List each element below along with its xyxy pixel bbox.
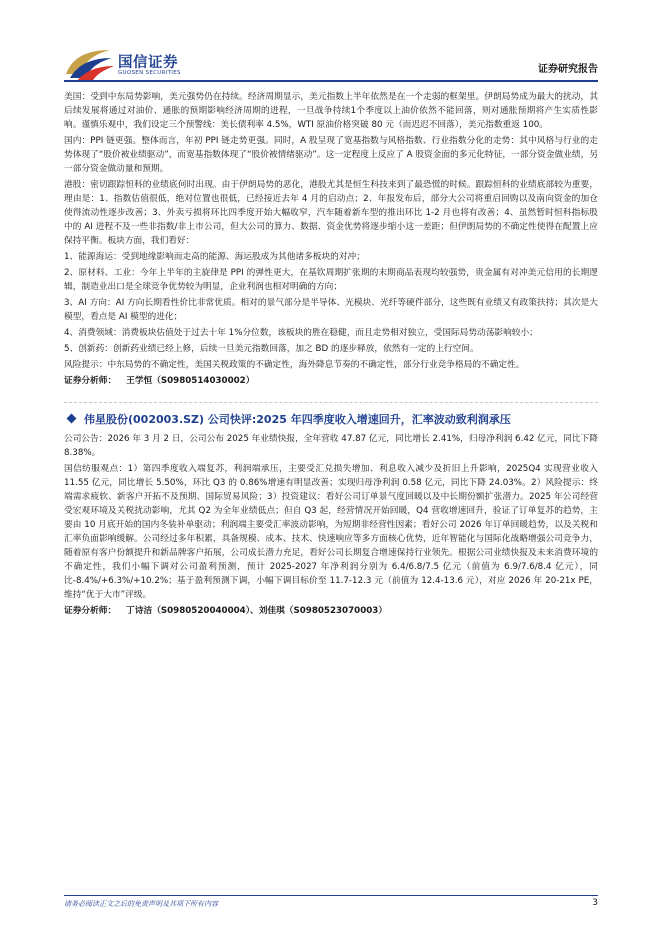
report-body (64, 90, 598, 620)
section-title-text: 伟星股份(002003.SZ) 公司快评:2025 年四季度收入增速回升，汇率波动致利润承压 (84, 413, 511, 426)
paragraph: 公司公告：2026 年 3 月 2 日，公司公布 2025 年业绩快报，全年营收 47.87 亿元，同比增长 2.41%，归母净利润 6.42 亿元，同比下降 8.38%。 (64, 434, 598, 458)
footer-rule (64, 895, 598, 896)
analyst-line (64, 374, 598, 388)
page-header (0, 0, 662, 92)
analyst-names: 丁诗洁（S0980520040004）、刘佳琪（S0980523070003） (126, 606, 388, 616)
logo-subtext: GUOSEN SECURITIES (118, 70, 181, 76)
paragraph: 1、能源海运：受到地缘影响而走高的能源、海运股成为其他诸多板块的对冲； (64, 252, 365, 262)
report-type-label: 证券研究报告 (538, 64, 598, 75)
market-outlook-section (64, 90, 598, 388)
paragraph: 3、AI 方向：AI 方向长期看性价比非常优质。相对的景气部分是半导体、光模块、光纤等硬件部分，这些既有业绩又有政策扶持；其次是大模型，看点是 AI 模型的进化； (64, 298, 598, 322)
analyst-label: 证券分析师： (64, 376, 117, 386)
analyst-label: 证券分析师： (64, 606, 117, 616)
company-review-section (64, 413, 598, 618)
section-title (64, 413, 598, 427)
paragraph: 2、原材料、工业：今年上半年的主旋律是 PPI 的弹性更大，在基钦周期扩张期的末期商品表现均较强势，贵金属有对冲美元信用的长期逻辑，制造业出口是全球竞争优势较为明显，企业利润也相对明确的方向； (64, 268, 598, 292)
paragraph: 国信纺服观点：1）第四季度收入端复苏，利润端承压，主要受汇兑损失增加、利息收入减少及折旧上升影响，2025Q4 实现营业收入 11.55 亿元，同比增长 5.50%，环比 Q3 的 0.86%增速有明显改善；实现归母净利润 0.58 亿元，同比下降 24.03%。2）风险提示：终端需求疲软、新客户开拓不及预期、国际贸易风险；3）投资建议：看好公司订单景气度回暖以及中长期份额扩张潜力。2025 年公司经营受宏观环境及关税扰动影响，尤其 Q2 为全年业绩低点；但自 Q3 起，经营情况开始回暖，Q4 营收增速回升，验证了订单复苏的趋势，主要由 10 月底开始的国内冬装补单驱动；利润端主要受汇率波动影响，为短期非经营性因素；看好公司 2026 年订单回暖趋势，以及关税和汇率负面影响缓解。公司经过多年积累，具备规模、成本、技术、快速响应等多方面核心优势，近年智能化与国际化战略增强公司竞争力，随着原有客户份额提升和新品牌客户拓展，公司成长潜力充足，看好公司长期复合增速保持行业领先。根据公司业绩快报及未来消费环境的不确定性，我们小幅下调对公司盈利预测，预计 2025-2027 年净利润分别为 6.4/6.8/7.5 亿元（前值为 6.9/7.6/8.4 亿元），同比-8.4%/+6.3%/+10.2%；基于盈利预测下调，小幅下调目标价至 11.7-12.3 元（前值为 12.4-13.6 元），对应 2026 年 20-21x PE，维持“优于大市”评级。 (64, 464, 598, 600)
paragraph: 5、创新药：创新药业绩已经上修，后续一旦美元指数回落，加之 BD 的逐步释放，依然有一定的上行空间。 (64, 344, 479, 354)
analyst-line (64, 604, 598, 618)
paragraph: 风险提示：中东局势的不确定性，美国关税政策的不确定性，海外降息节奏的不确定性，部分行业竞争格局的不确定性。 (64, 360, 525, 370)
paragraph: 国内：PPI 链更强。整体而言，年初 PPI 链走势更强。同时，A 股呈现了宽基指数与风格指数、行业指数分化的走势：其中风格与行业的走势体现了“股价被业绩驱动”，而宽基指数体现了“股价被情绪驱动”。这一定程度上反应了 A 股资金面的多元化特征，一部分资金做业绩，另一部分资金做动量和预期。 (64, 136, 598, 174)
paragraph: 港股：密切跟踪恒科的业绩底何时出现。由于伊朗局势的恶化，港股尤其是恒生科技来到了最恐慌的时候。跟踪恒科的业绩底部较为重要，理由是：1、指数估值很低，绝对位置也很低，已经接近去年 4 月的启动点；2、年报发布后，部分大公司将重启回购以及南向资金的加仓使得流动性逐步改善；3、外卖亏损将环比四季度开始大幅收窄，汽车随着新车型的推出环比 1-2 月也将有改善；4、虽然暂时恒科指标股中的 AI 进程不及一些非指数/非上市公司，但大公司的算力、数据、资金优势将逐步缩小这一差距；但伊朗局势的不确定性使得在配置上应保持平衡。板块方面，我们看好： (64, 180, 598, 246)
paragraph: 4、消费领域：消费板块估值处于过去十年 1%分位数，该板块的胜在稳健，而且走势相对独立，受国际局势动荡影响较小； (64, 328, 538, 338)
page-number: 3 (592, 898, 598, 908)
paragraph: 美国：受到中东局势影响，美元强势仍在持续。经济周期显示，美元指数上半年依然是在一个走弱的框架里。伊朗局势成为最大的扰动，其后续发展将通过对油价、通胀的预期影响经济周期的进程，一旦战争持续1个季度以上油价依然不能回落，则对通胀预期将产生实质性影响。谨慎乐观中，我们设定三个预警线：美长债利率 4.5%，WTI 原油价格突破 80 元（而迟迟不回落），美元指数重返 100。 (64, 92, 598, 130)
logo-text: 国信证券 (118, 55, 178, 71)
header-rule (64, 80, 598, 82)
diamond-bullet-icon (67, 414, 77, 424)
section-divider (64, 402, 598, 403)
analyst-names: 王学恒（S0980514030002） (126, 376, 255, 386)
disclaimer-note: 请务必阅读正文之后的免责声明及其项下所有内容 (64, 900, 218, 908)
